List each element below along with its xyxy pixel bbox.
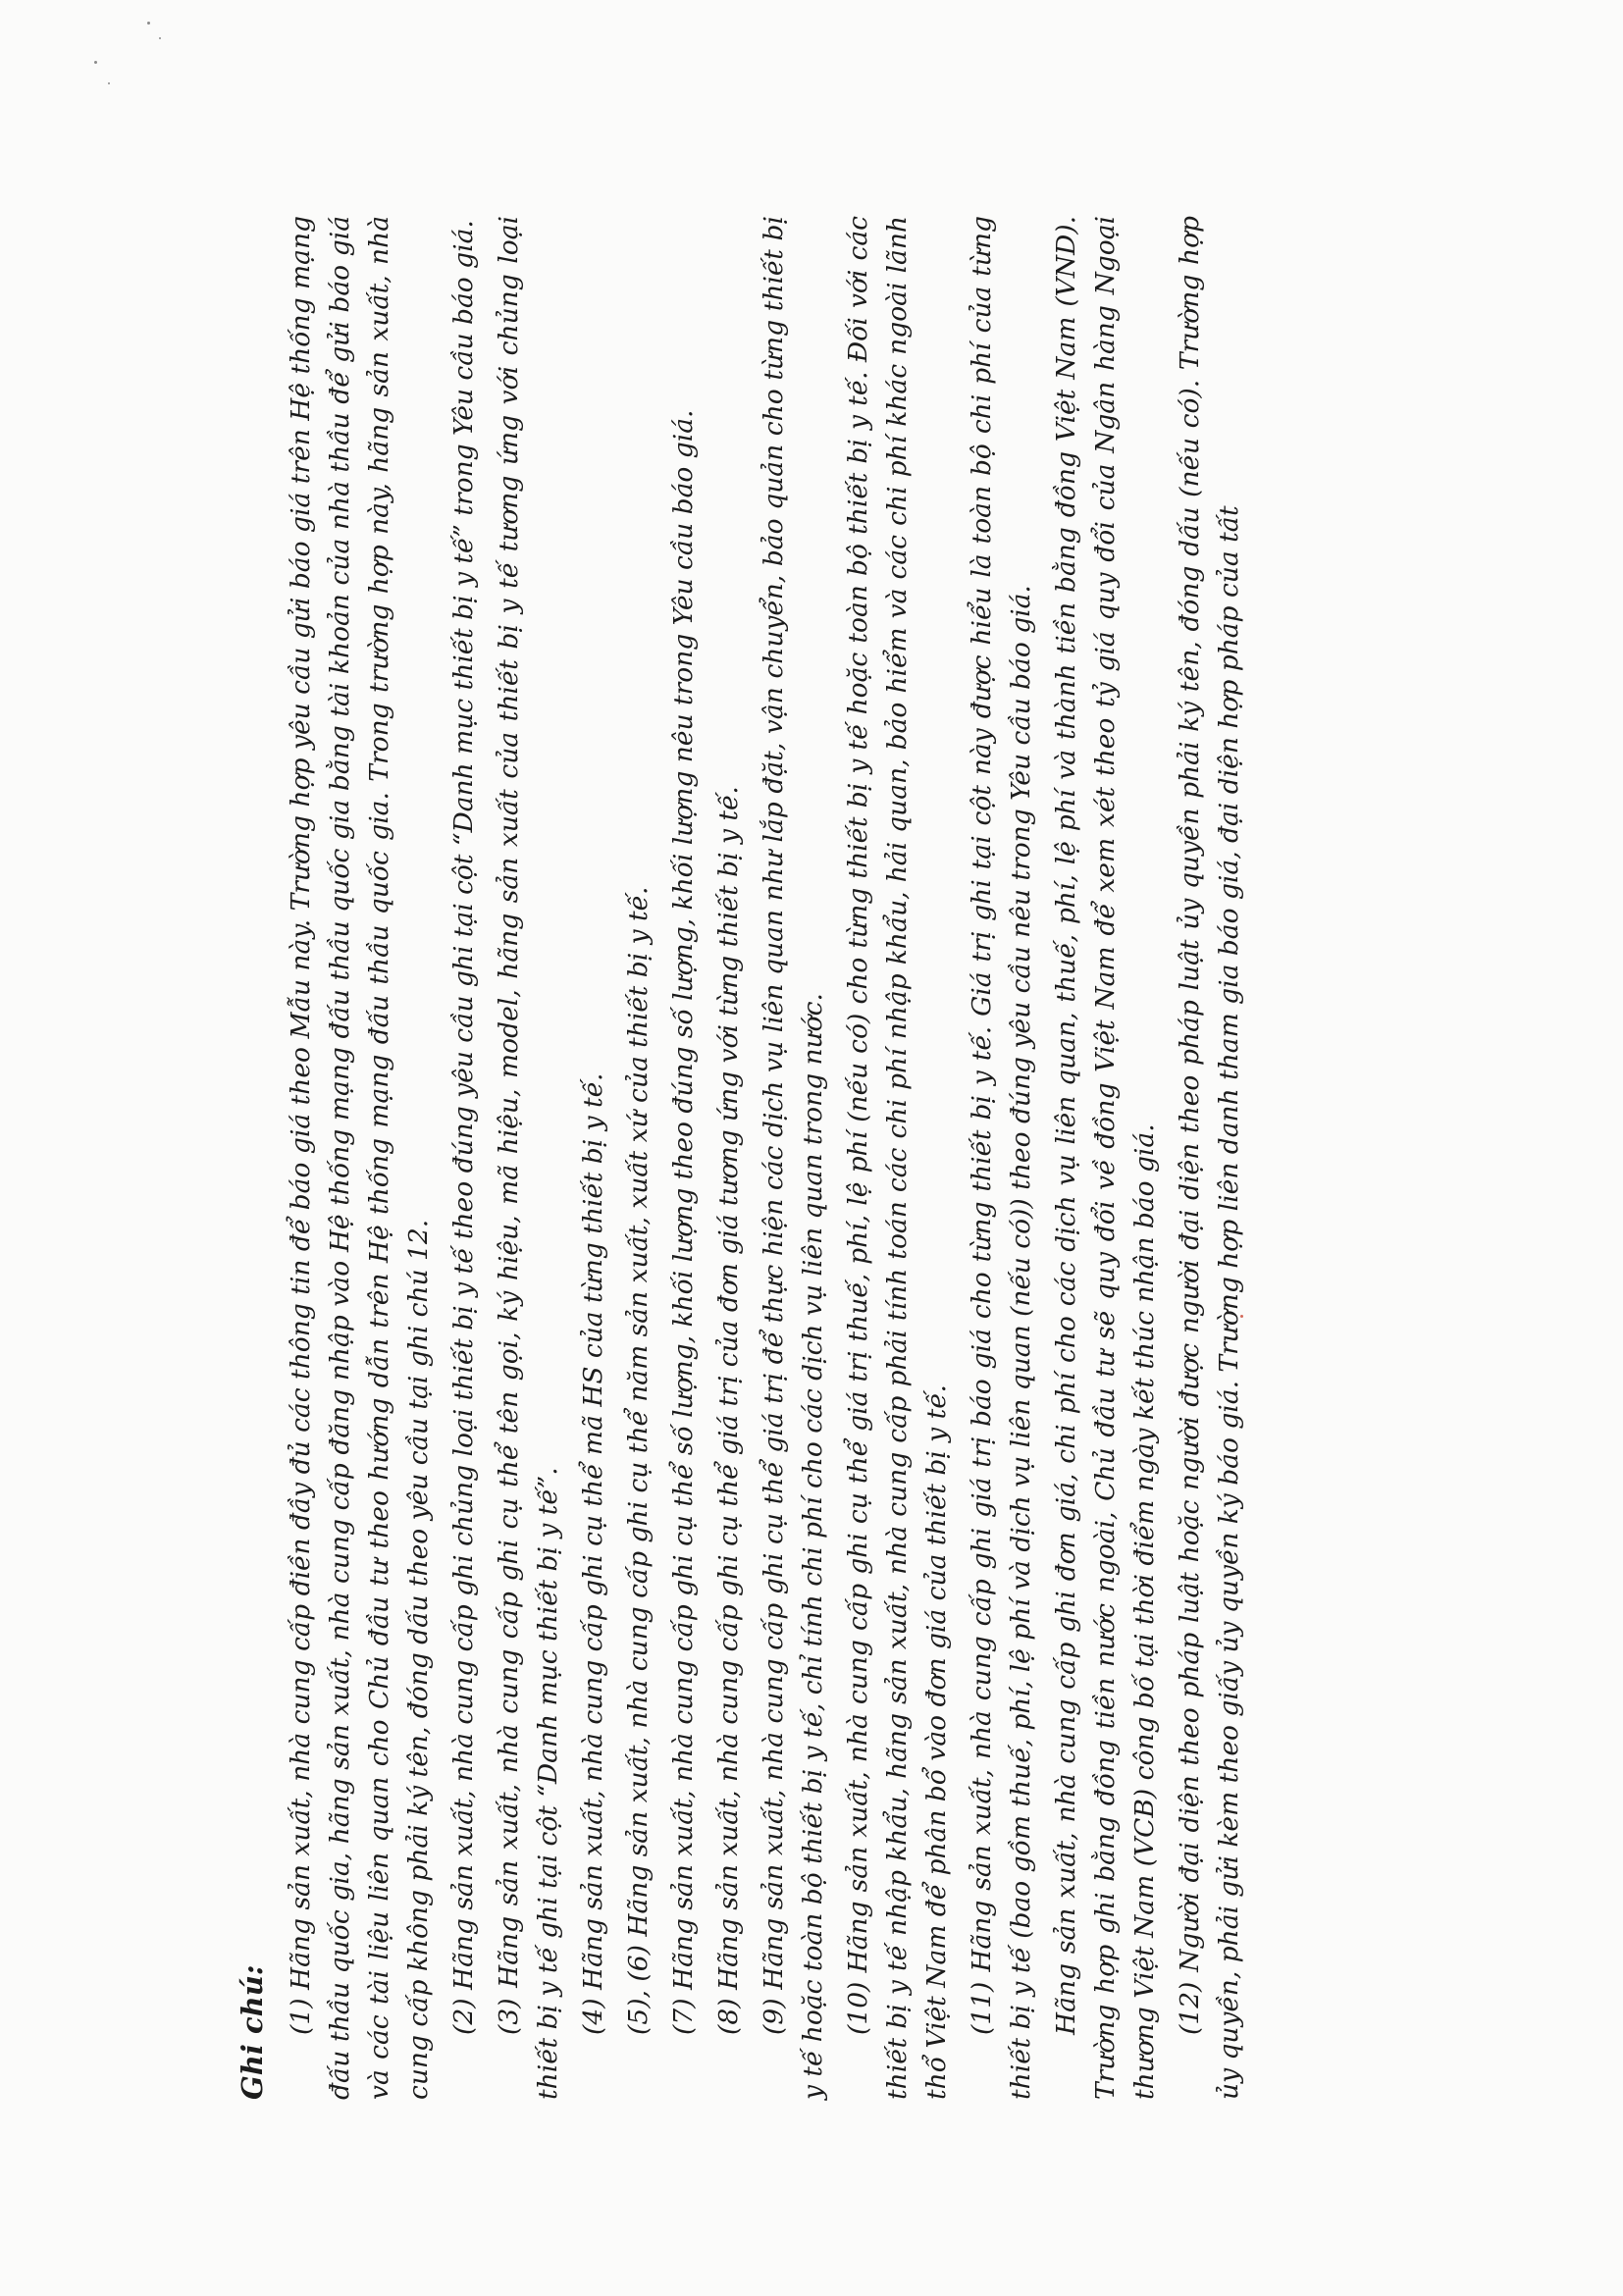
note-10: (10) Hãng sản xuất, nhà cung cấp ghi cụ thể giá trị thuế, phí, lệ phí (nếu có) cho từng thiết bị y tế hoặc toàn bộ thiết bị y tế. Đối với các thiết bị y tế nhập khẩu, hãng sản xuất, nhà cung cấp phải tính toán các chi phí nhập khẩu, hải quan, bảo hiểm và các chi phí khác ngoài lãnh thổ Việt Nam để phân bổ vào đơn giá của thiết bị y tế. <box>843 216 952 2100</box>
note-9: (9) Hãng sản xuất, nhà cung cấp ghi cụ thể giá trị để thực hiện các dịch vụ liên quan như lắp đặt, vận chuyển, bảo quản cho từng thiết bị y tế hoặc toàn bộ thiết bị y tế, chỉ tính chi phí cho các dịch vụ liên quan trong nước. <box>759 216 828 2100</box>
scan-speck <box>108 82 110 84</box>
note-7: (7) Hãng sản xuất, nhà cung cấp ghi cụ thể số lượng, khối lượng theo đúng số lượng, khối lượng nêu trong Yêu cầu báo giá. <box>668 409 699 2035</box>
notes-page <box>203 177 1420 2139</box>
note-1: (1) Hãng sản xuất, nhà cung cấp điền đầy đủ các thông tin để báo giá theo Mẫu này. Trường hợp yêu cầu gửi báo giá trên Hệ thống mạng đấu thầu quốc gia, hãng sản xuất, nhà cung cấp đăng nhập vào Hệ thống mạng đấu thầu quốc gia bằng tài khoản của nhà thầu để gửi báo giá và các tài liệu liên quan cho Chủ đầu tư theo hướng dẫn trên Hệ thống mạng đấu thầu quốc gia. Trong trường hợp này, hãng sản xuất, nhà cung cấp không phải ký tên, đóng dấu theo yêu cầu tại ghi chú 12. <box>286 216 434 2100</box>
note-2: (2) Hãng sản xuất, nhà cung cấp ghi chủng loại thiết bị y tế theo đúng yêu cầu ghi tại cột “Danh mục thiết bị y tế” trong Yêu cầu báo giá. <box>448 220 479 2035</box>
note-currency: Hãng sản xuất, nhà cung cấp ghi đơn giá, chi phí cho các dịch vụ liên quan, thuế, phí, lệ phí và thành tiền bằng đồng Việt Nam (VND). Trường hợp ghi bằng đồng tiền nước ngoài, Chủ đầu tư sẽ quy đổi về đồng Việt Nam để xem xét theo tỷ giá quy đổi của Ngân hàng Ngoại thương Việt Nam (VCB) công bố tại thời điểm ngày kết thúc nhận báo giá. <box>1051 216 1160 2100</box>
scan-speck <box>159 37 161 39</box>
note-4: (4) Hãng sản xuất, nhà cung cấp ghi cụ thể mã HS của từng thiết bị y tế. <box>578 1072 608 2035</box>
note-8: (8) Hãng sản xuất, nhà cung cấp ghi cụ thể giá trị của đơn giá tương ứng với từng thiết bị y tế. <box>713 786 744 2035</box>
notes-heading: Ghi chú: <box>236 1964 269 2100</box>
scan-speck <box>147 22 150 25</box>
note-12: (12) Người đại diện theo pháp luật hoặc người được người đại diện theo pháp luật ủy quyền phải ký tên, đóng dấu (nếu có). Trường hợp ủy quyền, phải gửi kèm theo giấy ủy quyền ký báo giá. Trường hợp liên danh tham gia báo giá, đại diện hợp pháp của tất <box>1175 216 1244 2100</box>
note-11: (11) Hãng sản xuất, nhà cung cấp ghi giá trị báo giá cho từng thiết bị y tế. Giá trị ghi tại cột này được hiểu là toàn bộ chi phí của từng thiết bị y tế (bao gồm thuế, phí, lệ phí và dịch vụ liên quan (nếu có)) theo đúng yêu cầu nêu trong Yêu cầu báo giá. <box>967 216 1036 2100</box>
note-3: (3) Hãng sản xuất, nhà cung cấp ghi cụ thể tên gọi, ký hiệu, mã hiệu, model, hãng sản xuất của thiết bị y tế tương ứng với chủng loại thiết bị y tế ghi tại cột “Danh mục thiết bị y tế”. <box>494 216 563 2100</box>
scan-speck <box>94 61 97 64</box>
note-5-6: (5), (6) Hãng sản xuất, nhà cung cấp ghi cụ thể năm sản xuất, xuất xứ của thiết bị y tế. <box>623 886 654 2035</box>
